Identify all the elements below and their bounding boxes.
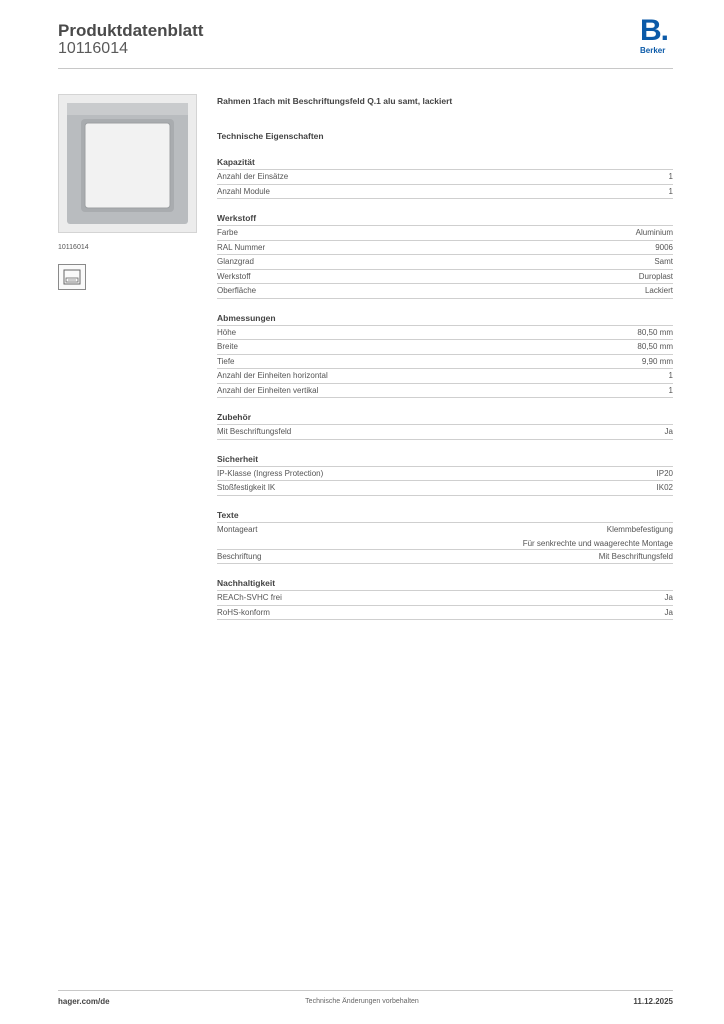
- property-value-text-2: Für senkrechte und waagerechte Montage: [522, 538, 673, 548]
- property-row: [217, 425, 673, 440]
- property-value: [657, 481, 673, 495]
- property-value-text: Lackiert: [644, 286, 673, 295]
- property-label: Anzahl der Einsätze: [217, 172, 289, 181]
- property-label: Anzahl der Einheiten horizontal: [217, 371, 328, 380]
- footer-date: 11.12.2025: [633, 997, 673, 1006]
- property-label: IP-Klasse (Ingress Protection): [217, 468, 324, 478]
- footer-website: hager.com/de: [58, 997, 110, 1006]
- property-value-text: Duroplast: [638, 271, 673, 281]
- property-value: [669, 369, 673, 383]
- property-row: [217, 523, 673, 550]
- property-label: Anzahl der Einheiten vertikal: [217, 385, 319, 395]
- product-image: [58, 94, 197, 233]
- frame-symbol-icon: [58, 264, 86, 290]
- property-value-text: IP20: [656, 468, 673, 478]
- property-value: [599, 550, 673, 564]
- section-4: [217, 453, 673, 496]
- property-value-text: 9006: [655, 242, 673, 252]
- section-3: [217, 411, 673, 440]
- property-label: Breite: [217, 342, 238, 351]
- technical-properties-heading: Technische Eigenschaften: [217, 131, 324, 141]
- property-value: [665, 606, 673, 620]
- property-value-text: Ja: [664, 593, 673, 602]
- property-value: [669, 170, 673, 184]
- property-label: Oberfläche: [217, 286, 257, 295]
- property-value: [636, 226, 673, 240]
- property-value-text: Aluminium: [635, 228, 673, 237]
- section-6: [217, 577, 673, 620]
- property-label: Anzahl Module: [217, 186, 270, 196]
- property-label: Tiefe: [217, 356, 235, 366]
- section-2: [217, 312, 673, 399]
- section-heading: Texte: [217, 509, 673, 523]
- property-row: [217, 270, 673, 285]
- section-heading: Werkstoff: [217, 212, 673, 226]
- logo-letter: B.: [640, 14, 668, 47]
- property-value-text: Ja: [664, 427, 673, 436]
- property-value-text: 80,50 mm: [637, 342, 673, 351]
- property-value: [654, 255, 673, 269]
- property-row: [217, 606, 673, 621]
- property-value-text: Mit Beschriftungsfeld: [598, 551, 673, 561]
- technical-data: [217, 94, 673, 620]
- property-value: [645, 284, 673, 298]
- logo-word: Berker: [640, 46, 666, 55]
- property-value: [655, 241, 673, 255]
- property-value-text: Klemmbefestigung: [606, 524, 673, 534]
- frame-illustration: [59, 95, 196, 232]
- section-5: [217, 509, 673, 565]
- property-label: Höhe: [217, 327, 237, 337]
- property-label: Beschriftung: [217, 551, 262, 561]
- property-row: [217, 284, 673, 299]
- property-value-text: 9,90 mm: [641, 356, 673, 366]
- property-row: [217, 591, 673, 606]
- property-row: [217, 384, 673, 399]
- property-label: RoHS-konform: [217, 607, 270, 617]
- property-row: [217, 550, 673, 565]
- property-label: Farbe: [217, 228, 238, 237]
- property-value: [642, 355, 673, 369]
- property-label: Glanzgrad: [217, 257, 254, 266]
- property-label: Werkstoff: [217, 271, 251, 281]
- property-value-text: Ja: [664, 607, 673, 617]
- property-value-text: Samt: [654, 257, 673, 266]
- property-value-text: 1: [668, 385, 673, 395]
- property-row: [217, 481, 673, 496]
- property-row: [217, 355, 673, 370]
- property-row: [217, 241, 673, 256]
- section-0: [217, 156, 673, 199]
- property-label: RAL Nummer: [217, 242, 266, 252]
- property-value: [637, 340, 673, 354]
- section-heading: Abmessungen: [217, 312, 673, 326]
- property-value: [657, 467, 673, 481]
- property-value: [523, 523, 673, 549]
- header-divider: [58, 68, 673, 69]
- property-row: [217, 226, 673, 241]
- section-1: [217, 212, 673, 299]
- property-row: [217, 326, 673, 341]
- property-value: [637, 326, 673, 340]
- property-value: [639, 270, 673, 284]
- property-row: [217, 340, 673, 355]
- property-row: [217, 255, 673, 270]
- property-label: Montageart: [217, 524, 258, 534]
- property-label: REACh-SVHC frei: [217, 593, 282, 602]
- property-row: [217, 170, 673, 185]
- property-row: [217, 467, 673, 482]
- property-row: [217, 369, 673, 384]
- section-heading: Sicherheit: [217, 453, 673, 467]
- property-row: [217, 185, 673, 200]
- section-heading: Zubehör: [217, 411, 673, 425]
- section-heading: Nachhaltigkeit: [217, 577, 673, 591]
- property-value-text: IK02: [656, 483, 673, 492]
- property-value: [669, 384, 673, 398]
- property-value-text: 1: [668, 186, 673, 196]
- property-value: [669, 185, 673, 199]
- property-value-text: 80,50 mm: [637, 327, 673, 337]
- product-image-caption: 10116014: [58, 244, 89, 251]
- product-name: Rahmen 1fach mit Beschriftungsfeld Q.1 alu samt, lackiert: [217, 96, 453, 106]
- property-label: Stoßfestigkeit IK: [217, 483, 276, 492]
- property-value-text: 1: [668, 172, 673, 181]
- property-value: [665, 425, 673, 439]
- document-title: Produktdatenblatt: [58, 21, 204, 40]
- property-value: [665, 591, 673, 605]
- property-label: Mit Beschriftungsfeld: [217, 427, 292, 436]
- property-value-text: 1: [668, 371, 673, 380]
- berker-logo: [640, 14, 676, 57]
- footer-divider: [58, 990, 673, 991]
- section-heading: Kapazität: [217, 156, 673, 170]
- article-number: 10116014: [58, 40, 128, 57]
- footer-note: Technische Änderungen vorbehalten: [305, 998, 419, 1005]
